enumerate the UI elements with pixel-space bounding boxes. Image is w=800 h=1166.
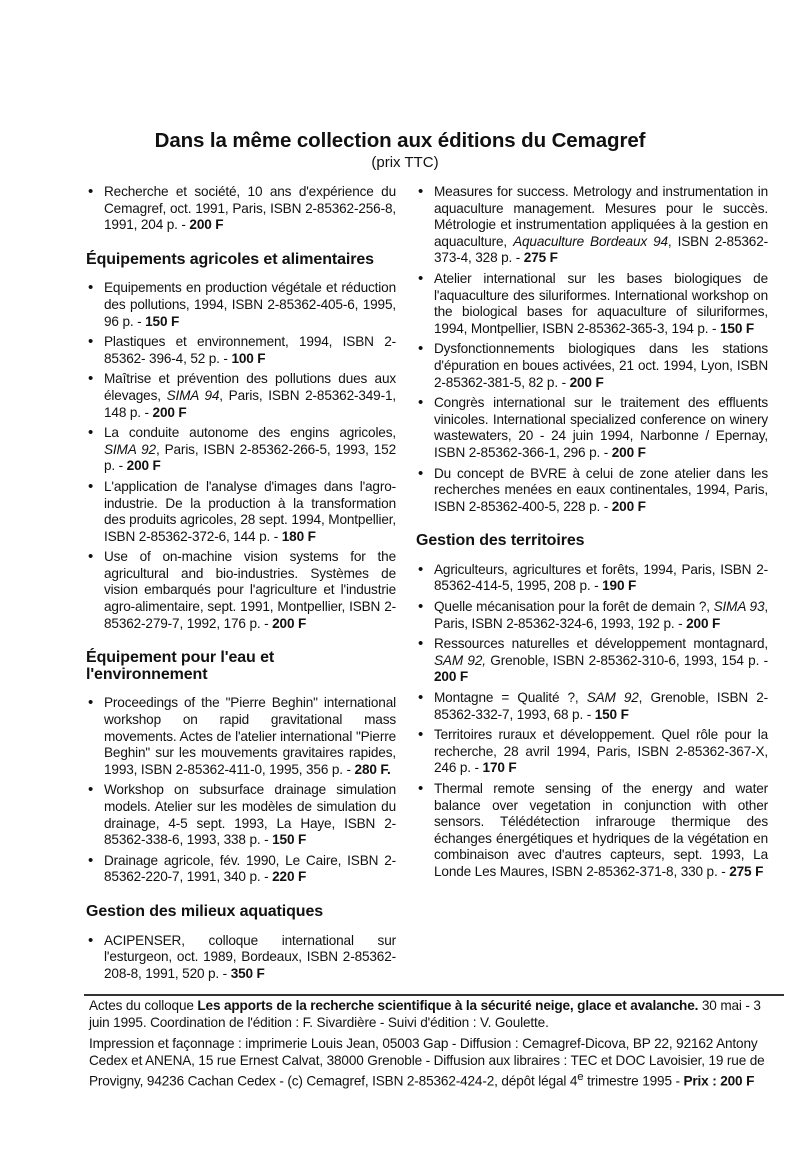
publication-price: 190 F	[602, 578, 637, 594]
publication-text: Proceedings of the "Pierre Beghin" international workshop on rapid gravitational mass movements. Actes de l'atelier international "Pierre Beghin" sur les mouvements gravitaires rapides, 1993, ISBN 2-85362-411-0, 1995, 356 p. -	[104, 695, 396, 777]
publication-text: Dysfonctionnements biologiques dans les stations d'épuration en boues activées, 21 oct. 1994, Lyon, ISBN 2-85362-381-5, 82 p. -	[434, 341, 768, 390]
publication-text: Equipements en production végétale et réduction des pollutions, 1994, ISBN 2-85362-405-6, 1995, 96 p. -	[104, 280, 396, 329]
publication-text: Maîtrise et prévention des pollutions dues aux élevages,	[104, 371, 396, 403]
publication-text: Montagne = Qualité ?,	[434, 690, 587, 706]
publication-text: Measures for success. Metrology and instrumentation in aquaculture management. Mesures pour le succès. Métrologie et instrumentation appliquées à la gestion en aquaculture,	[434, 184, 768, 249]
publication-list	[418, 184, 768, 515]
publication-price: 200 F	[126, 458, 161, 474]
publication-item	[88, 782, 396, 848]
imprint-text: Impression et façonnage : imprimerie Louis Jean, 05003 Gap - Diffusion : Cemagref-Dicova, BP 22, 92162 Antony Cedex et ANENA, 15 rue Ernest Calvat, 38000 Grenoble - Diffusion aux libraires : TEC et DOC Lavoisier, 19 rue de Provigny, 94236 Cachan Cedex - (c) Cemagref, ISBN 2-85362-424-2, dépôt légal 4	[89, 1036, 765, 1089]
imprint-superscript: e	[577, 1071, 584, 1084]
publication-list	[88, 695, 396, 886]
imprint-info	[89, 1036, 779, 1090]
left-column	[88, 184, 396, 986]
publication-price: 275 F	[523, 250, 558, 266]
publication-item	[88, 549, 396, 632]
publication-item	[88, 371, 396, 421]
publication-item	[88, 933, 396, 983]
section-heading: Équipement pour l'eau et l'environnement	[86, 649, 275, 683]
publication-text: Agriculteurs, agricultures et forêts, 1994, Paris, ISBN 2-85362-414-5, 1995, 208 p. -	[434, 561, 768, 594]
section-heading: Gestion des territoires	[416, 532, 585, 550]
footer-divider	[84, 994, 784, 996]
publication-item	[418, 466, 768, 516]
publication-price: 275 F	[729, 863, 764, 879]
publication-series: SIMA 93	[713, 599, 765, 615]
publication-text: Territoires ruraux et développement. Quel rôle pour la recherche, 28 avril 1994, Paris, ISBN 2-85362-367-X, 246 p. -	[434, 727, 768, 776]
publication-price: 200 F	[152, 404, 187, 420]
publication-price: 170 F	[482, 760, 517, 776]
publication-list	[88, 280, 396, 632]
section-heading: Gestion des milieux aquatiques	[86, 902, 324, 920]
publication-list	[88, 933, 396, 983]
publication-item	[88, 184, 396, 234]
colloque-details: 30 mai - 3 juin 1995. Coordination de l'édition : F. Sivardière - Suivi d'édition : V. Goulette.	[89, 998, 761, 1030]
publication-text: Grenoble, ISBN 2-85362-310-6, 1993, 154 p. -	[485, 652, 768, 668]
publication-series: SAM 92	[586, 690, 639, 706]
publication-price: 100 F	[231, 350, 266, 366]
publication-item	[418, 271, 768, 337]
publication-price: 200 F	[686, 615, 721, 631]
page-title: Dans la même collection aux éditions du Cemagref	[154, 129, 646, 152]
publication-text: Congrès international sur le traitement des effluents vinicoles. International specialized conference on winery wastewaters, 20 - 24 juin 1994, Narbonne / Epernay, ISBN 2-85362-366-1, 296 p. -	[434, 395, 768, 460]
section-heading: Équipements agricoles et alimentaires	[86, 250, 374, 268]
publication-text: Du concept de BVRE à celui de zone atelier dans les recherches menées en eaux continentales, 1994, Paris, ISBN 2-85362-400-5, 228 p. -	[434, 465, 768, 514]
publication-text: Use of on-machine vision systems for the agricultural and bio-industries. Systèmes de vision embarqués pour l'agriculture et l'industrie agro-alimentaire, sept. 1991, Montpellier, ISBN 2-85362-279-7, 1992, 176 p. -	[104, 549, 396, 631]
publication-text: , Grenoble, ISBN 2-85362-332-7, 1993, 68 p. -	[434, 690, 768, 722]
publication-text: Workshop on subsurface drainage simulation models. Atelier sur les modèles de simulation du drainage, 4-5 sept. 1993, La Haye, ISBN 2-85362-338-6, 1993, 338 p. -	[104, 782, 396, 848]
publication-series: SIMA 94	[166, 387, 220, 403]
colloque-title: Les apports de la recherche scientifique à la sécurité neige, glace et avalanche.	[197, 998, 699, 1013]
publication-series: SAM 92,	[434, 652, 486, 668]
publication-price: 180 F	[281, 528, 316, 544]
publication-item	[418, 727, 768, 777]
publication-text: Drainage agricole, fév. 1990, Le Caire, ISBN 2-85362-220-7, 1991, 340 p. -	[104, 852, 396, 885]
publication-item	[418, 341, 768, 391]
publication-text: Quelle mécanisation pour la forêt de demain ?,	[434, 599, 714, 615]
publication-list	[88, 184, 396, 234]
publication-item	[88, 425, 396, 475]
publication-text: , Paris, ISBN 2-85362-266-5, 1993, 152 p. -	[104, 441, 397, 474]
publication-item	[418, 562, 768, 595]
publication-item	[88, 479, 396, 545]
publication-item	[418, 599, 768, 632]
publication-price: 200 F	[611, 444, 646, 460]
publication-text: , ISBN 2-85362-373-4, 328 p. -	[434, 233, 768, 266]
publication-item	[88, 280, 396, 330]
publication-item	[88, 334, 396, 367]
publication-item	[418, 395, 768, 461]
publication-text: Atelier international sur les bases biologiques de l'aquaculture des siluriformes. International workshop on the biological bases for aquaculture of siluriformes, 1994, Montpellier, ISBN 2-85362-365-3, 194 p. -	[434, 270, 768, 336]
publication-list	[418, 562, 768, 881]
publication-price: 150 F	[145, 313, 180, 329]
publication-text: , Paris, ISBN 2-85362-324-6, 1993, 192 p. -	[434, 599, 768, 631]
publication-series: Aquaculture Bordeaux 94	[513, 233, 668, 249]
publication-price: 150 F	[720, 320, 755, 336]
publication-text: L'application de l'analyse d'images dans l'agro-industrie. De la production à la transformation des produits agricoles, 28 sept. 1994, Montpellier, ISBN 2-85362-372-6, 144 p. -	[104, 478, 396, 544]
imprint-tail: trimestre 1995 -	[583, 1073, 684, 1089]
publication-price: 280 F.	[354, 761, 391, 777]
colloque-prefix: Actes du colloque	[89, 998, 198, 1013]
publication-text: Ressources naturelles et développement montagnard,	[434, 636, 768, 652]
publication-item	[418, 690, 768, 723]
publication-item	[418, 781, 768, 881]
publication-price: 350 F	[230, 965, 265, 981]
colophon	[89, 998, 779, 1096]
book-price: Prix : 200 F	[683, 1073, 755, 1089]
publication-text: , Paris, ISBN 2-85362-349-1, 148 p. -	[104, 387, 397, 420]
publication-item	[418, 184, 768, 267]
publication-price: 200 F	[569, 374, 604, 390]
publication-item	[418, 636, 768, 686]
publication-price: 150 F	[272, 832, 307, 848]
publication-series: SIMA 92	[104, 441, 156, 457]
page-subtitle: (prix TTC)	[371, 154, 439, 171]
right-column	[418, 184, 768, 885]
publication-item	[88, 695, 396, 778]
publication-price: 200 F	[611, 498, 646, 514]
publication-text: Thermal remote sensing of the energy and water balance over vegetation in conjunction with other sensors. Télédétection infrarouge thermique des échanges énergétiques et hydriques de la végétation en combinaison avec d'autres capteurs, sept. 1993, La Londe Les Maures, ISBN 2-85362-371-8, 330 p. -	[434, 781, 768, 879]
publication-text: La conduite autonome des engins agricoles,	[104, 425, 396, 441]
publication-price: 150 F	[594, 706, 629, 722]
publication-price: 200 F	[189, 217, 224, 233]
publication-price: 200 F	[434, 669, 469, 685]
colloque-info	[89, 998, 779, 1031]
publication-text: ACIPENSER, colloque international sur l'esturgeon, oct. 1989, Bordeaux, ISBN 2-85362-208-8, 1991, 520 p. -	[104, 932, 396, 981]
publication-price: 220 F	[272, 869, 307, 885]
publication-item	[88, 853, 396, 886]
publication-text: Recherche et société, 10 ans d'expérience du Cemagref, oct. 1991, Paris, ISBN 2-85362-256-8, 1991, 204 p. -	[104, 184, 396, 233]
publication-price: 200 F	[272, 615, 307, 631]
publication-text: Plastiques et environnement, 1994, ISBN 2-85362- 396-4, 52 p. -	[104, 334, 396, 366]
